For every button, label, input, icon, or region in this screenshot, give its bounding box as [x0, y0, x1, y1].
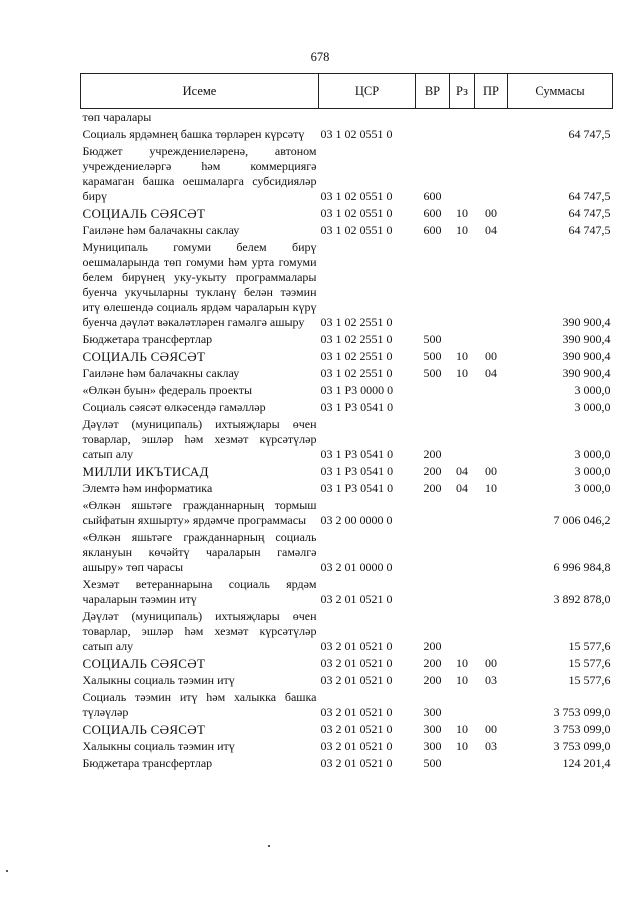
row-sum: 64 747,5 — [568, 189, 611, 203]
row-sum: 3 000,0 — [574, 447, 611, 461]
row-name: «Өлкән яшьтәге гражданнарның тормыш сыйфатын яхшырту» ярдәмче программасы — [82, 498, 317, 527]
row-name: Гаиләне һәм балачакны саклау — [82, 223, 240, 237]
row-pr — [475, 529, 508, 576]
scan-mark — [268, 845, 270, 847]
row-csr: 03 1 02 2551 0 — [320, 332, 393, 346]
row-name: СОЦИАЛЬ СӘЯСӘТ — [82, 656, 206, 671]
row-sum: 390 900,4 — [562, 349, 611, 363]
row-name: Дәүләт (муниципаль) ихтыяҗлары өчен товарлар, эшләр һәм хезмәт күрсәтүләр сатып алу — [82, 417, 317, 461]
table-row — [81, 738, 613, 755]
row-sum — [508, 109, 613, 127]
row-rz — [450, 416, 475, 463]
table-row — [81, 348, 613, 365]
row-name: Бюджетара трансфертлар — [82, 332, 213, 346]
table-row — [81, 608, 613, 655]
row-sum: 3 000,0 — [574, 383, 611, 397]
header-vr: ВР — [416, 74, 450, 109]
row-rz — [450, 576, 475, 608]
row-pr: 00 — [485, 464, 497, 478]
row-name: СОЦИАЛЬ СӘЯСӘТ — [82, 349, 206, 364]
row-rz — [450, 109, 475, 127]
table-row — [81, 382, 613, 399]
row-csr: 03 2 00 0000 0 — [320, 513, 393, 527]
row-name: Хезмәт ветераннарына социаль ярдәм чараларын тәэмин итү — [82, 577, 317, 606]
row-sum: 3 000,0 — [574, 481, 611, 495]
row-csr: 03 2 01 0521 0 — [320, 722, 393, 736]
row-pr: 00 — [485, 349, 497, 363]
table-row — [81, 399, 613, 416]
row-name: Бюджетара трансфертлар — [82, 756, 213, 770]
row-csr: 03 1 02 0551 0 — [320, 189, 393, 203]
table-row — [81, 126, 613, 143]
page-number: 678 — [310, 50, 330, 64]
table-row — [81, 109, 613, 127]
row-name: төп чаралары — [82, 110, 152, 124]
row-vr: 500 — [423, 756, 442, 770]
row-name: Халыкны социаль тәэмин итү — [82, 673, 235, 687]
row-rz: 04 — [456, 481, 468, 495]
budget-table — [80, 73, 613, 772]
table-row — [81, 143, 613, 205]
row-rz — [450, 529, 475, 576]
row-sum: 3 753 099,0 — [553, 705, 611, 719]
row-vr — [416, 126, 450, 143]
table-row — [81, 672, 613, 689]
row-vr: 500 — [423, 366, 442, 380]
table-row — [81, 689, 613, 721]
table-row — [81, 576, 613, 608]
row-rz — [450, 608, 475, 655]
row-sum: 3 000,0 — [574, 400, 611, 414]
row-csr: 03 2 01 0521 0 — [320, 673, 393, 687]
row-rz: 10 — [456, 349, 468, 363]
row-sum: 15 577,6 — [568, 656, 611, 670]
row-csr: 03 1 Р3 0541 0 — [320, 464, 394, 478]
row-vr: 300 — [423, 722, 442, 736]
row-csr: 03 2 01 0000 0 — [320, 560, 393, 574]
row-pr — [475, 576, 508, 608]
row-pr — [475, 143, 508, 205]
row-rz — [450, 689, 475, 721]
table-row — [81, 497, 613, 529]
row-vr: 200 — [423, 673, 442, 687]
row-pr: 10 — [485, 481, 497, 495]
row-csr: 03 2 01 0521 0 — [320, 639, 393, 653]
row-csr: 03 2 01 0521 0 — [320, 592, 393, 606]
row-rz — [450, 126, 475, 143]
row-rz: 10 — [456, 722, 468, 736]
table-header-row — [81, 74, 613, 109]
row-name: Халыкны социаль тәэмин итү — [82, 739, 235, 753]
row-rz — [450, 143, 475, 205]
row-vr: 200 — [423, 447, 442, 461]
row-csr: 03 1 02 0551 0 — [320, 206, 393, 220]
row-pr: 00 — [485, 206, 497, 220]
row-pr — [475, 331, 508, 348]
row-sum: 124 201,4 — [562, 756, 611, 770]
row-sum: 15 577,6 — [568, 639, 611, 653]
row-rz: 10 — [456, 656, 468, 670]
row-rz — [450, 382, 475, 399]
header-rz: Рз — [450, 74, 475, 109]
row-name: МИЛЛИ ИКЪТИСАД — [82, 464, 209, 479]
row-csr: 03 1 Р3 0541 0 — [320, 400, 394, 414]
row-vr: 200 — [423, 464, 442, 478]
row-name: СОЦИАЛЬ СӘЯСӘТ — [82, 722, 206, 737]
row-vr: 500 — [423, 332, 442, 346]
row-vr — [416, 382, 450, 399]
row-sum: 390 900,4 — [562, 366, 611, 380]
table-row — [81, 222, 613, 239]
row-name: Элемтә һәм информатика — [82, 481, 213, 495]
row-rz: 10 — [456, 739, 468, 753]
row-vr — [416, 239, 450, 331]
row-name: «Өлкән яшьтәге гражданнарның социаль яклануын көчәйтү чараларын гамәлгә ашыру» төп чарасы — [82, 530, 317, 574]
table-body — [81, 109, 613, 773]
row-sum: 3 753 099,0 — [553, 722, 611, 736]
table-row — [81, 365, 613, 382]
row-csr: 03 2 01 0521 0 — [320, 705, 393, 719]
table-row — [81, 463, 613, 480]
row-pr: 00 — [485, 656, 497, 670]
row-vr — [416, 576, 450, 608]
row-sum: 390 900,4 — [562, 332, 611, 346]
row-pr — [475, 689, 508, 721]
row-pr — [475, 399, 508, 416]
row-sum: 64 747,5 — [568, 206, 611, 220]
table-row — [81, 331, 613, 348]
row-pr: 04 — [485, 366, 497, 380]
row-sum: 7 006 046,2 — [553, 513, 611, 527]
row-name: Муниципаль гомуми белем бирү оешмаларында төп гомуми һәм урта гомуми белем бирүнең уку-укыту программалары буенча укучыларны тукланү белән тәэмин итү өлешендә социаль ярдәм чараларын күрү буенча дәүләт вәкаләтләрен гамәлгә ашыру — [82, 240, 317, 329]
row-csr: 03 1 02 0551 0 — [320, 223, 393, 237]
row-pr: 00 — [485, 722, 497, 736]
row-csr: 03 2 01 0521 0 — [320, 656, 393, 670]
row-csr: 03 1 Р3 0541 0 — [320, 447, 394, 461]
row-name: Социаль сәясәт өлкәсендә гамәлләр — [82, 400, 266, 414]
row-pr — [475, 497, 508, 529]
row-rz: 10 — [456, 206, 468, 220]
row-sum: 3 000,0 — [574, 464, 611, 478]
row-vr — [416, 529, 450, 576]
row-rz — [450, 497, 475, 529]
row-sum: 6 996 984,8 — [553, 560, 611, 574]
row-pr — [475, 755, 508, 772]
row-name: Социаль ярдәмнең башка төрләрен күрсәтү — [82, 127, 305, 141]
row-csr: 03 1 02 2551 0 — [320, 366, 393, 380]
row-vr — [416, 497, 450, 529]
row-rz: 04 — [456, 464, 468, 478]
row-vr: 200 — [423, 656, 442, 670]
row-name: Гаиләне һәм балачакны саклау — [82, 366, 240, 380]
scan-mark — [6, 870, 8, 872]
row-pr — [475, 126, 508, 143]
table-row — [81, 239, 613, 331]
row-csr: 03 1 02 2551 0 — [320, 349, 393, 363]
row-vr — [416, 399, 450, 416]
row-sum: 64 747,5 — [568, 127, 611, 141]
row-vr: 200 — [423, 481, 442, 495]
table-row — [81, 721, 613, 738]
row-rz — [450, 399, 475, 416]
row-csr: 03 1 Р3 0000 0 — [320, 383, 394, 397]
row-vr: 300 — [423, 739, 442, 753]
row-sum: 15 577,6 — [568, 673, 611, 687]
row-name: Бюджет учреждениеләренә, автоном учреждениеләргә һәм коммерциягә карамаган башка оешмаларга субсидияләр бирү — [82, 144, 317, 203]
table-row — [81, 655, 613, 672]
row-pr — [475, 382, 508, 399]
header-pr: ПР — [475, 74, 508, 109]
row-rz: 10 — [456, 366, 468, 380]
row-sum: 390 900,4 — [562, 315, 611, 329]
table-row — [81, 755, 613, 772]
row-vr: 600 — [423, 189, 442, 203]
table-row — [81, 529, 613, 576]
row-pr — [475, 239, 508, 331]
row-csr: 03 2 01 0521 0 — [320, 756, 393, 770]
row-pr — [475, 416, 508, 463]
row-csr: 03 1 02 0551 0 — [320, 127, 393, 141]
header-name: Исеме — [81, 74, 319, 109]
row-vr — [416, 109, 450, 127]
header-sum: Суммасы — [508, 74, 613, 109]
row-pr — [475, 608, 508, 655]
row-csr: 03 2 01 0521 0 — [320, 739, 393, 753]
table-row — [81, 480, 613, 497]
row-pr: 03 — [485, 739, 497, 753]
row-rz — [450, 239, 475, 331]
row-name: Дәүләт (муниципаль) ихтыяҗлары өчен товарлар, эшләр һәм хезмәт күрсәтүләр сатып алу — [82, 609, 317, 653]
row-name: Социаль тәэмин итү һәм халыкка башка түләүләр — [82, 690, 317, 719]
table-row — [81, 416, 613, 463]
row-rz — [450, 755, 475, 772]
row-csr: 03 1 02 2551 0 — [320, 315, 393, 329]
row-vr: 300 — [423, 705, 442, 719]
row-sum: 3 892 878,0 — [553, 592, 611, 606]
row-name: СОЦИАЛЬ СӘЯСӘТ — [82, 206, 206, 221]
row-vr: 200 — [423, 639, 442, 653]
header-csr: ЦСР — [319, 74, 416, 109]
row-csr: 03 1 Р3 0541 0 — [320, 481, 394, 495]
row-vr: 600 — [423, 223, 442, 237]
row-sum: 3 753 099,0 — [553, 739, 611, 753]
row-pr: 04 — [485, 223, 497, 237]
row-name: «Өлкән буын» федераль проекты — [82, 383, 253, 397]
row-sum: 64 747,5 — [568, 223, 611, 237]
row-vr: 600 — [423, 206, 442, 220]
row-pr — [475, 109, 508, 127]
table-row — [81, 205, 613, 222]
row-rz — [450, 331, 475, 348]
row-pr: 03 — [485, 673, 497, 687]
row-rz: 10 — [456, 673, 468, 687]
row-vr: 500 — [423, 349, 442, 363]
row-csr — [319, 109, 416, 127]
row-rz: 10 — [456, 223, 468, 237]
